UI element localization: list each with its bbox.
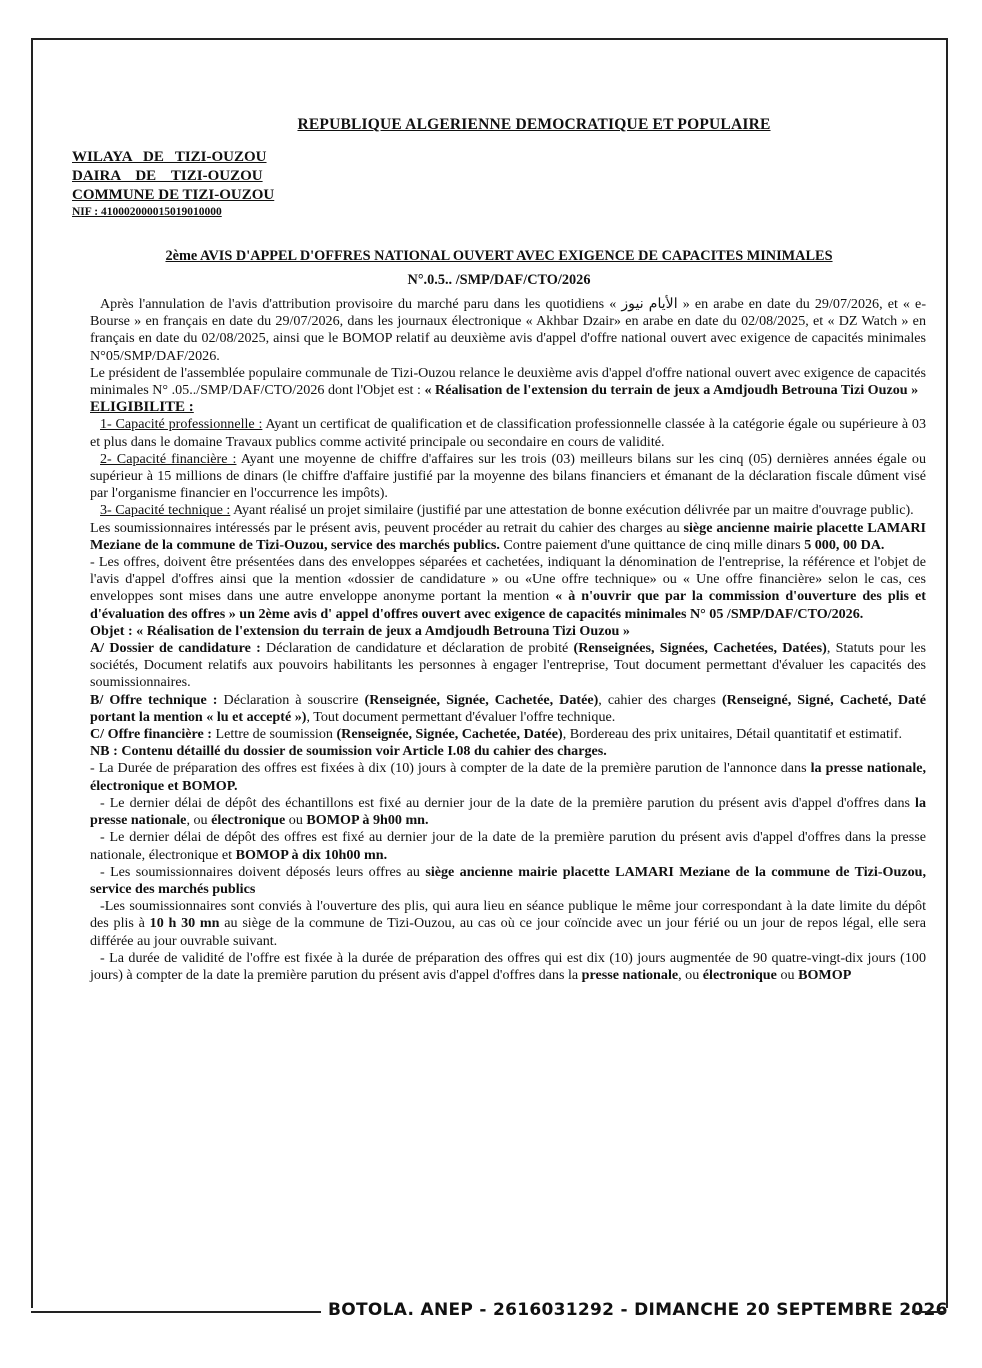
b-label: B/ Offre technique : (90, 691, 218, 708)
footer-rule-right (912, 1311, 946, 1313)
cap1-text: Ayant un certificat de qualification et de classification professionnelle classée à la catégorie égale ou supérieure à 03 et plus dans le domaine Travaux publics comme activité principale ou secondaire en cours de validité. (90, 416, 926, 450)
footer-rule-left (31, 1311, 321, 1313)
d6-c: , ou (678, 966, 700, 983)
paragraph-ouverture-plis (90, 898, 926, 950)
paragraph-validite (90, 950, 926, 984)
d5-a: -Les soumissionnaires sont conviés à l'ouverture des plis, qui aura lieu en séance publique le même jour correspondant à la date limite du dépôt des plis à (90, 898, 926, 932)
d2-b: la presse nationale (90, 794, 926, 829)
a-text-3: , Statuts pour les sociétés, Document relatifs aux pouvoirs habilitants les personnes à engager l'entreprise, Tout document permettant d'évaluer les capacités des soumissionnaires. (90, 640, 926, 691)
b-text-5: , Tout document permettant d'évaluer l'offre technique. (306, 708, 616, 725)
d1-a: - La Durée de préparation des offres est fixées à dix (10) jours à compter de la date de la première parution de l'annonce dans (90, 760, 807, 777)
relance-objet: « Réalisation de l'extension du terrain de jeux a Amdjoudh Betrouna Tizi Ouzou » (424, 382, 919, 399)
enveloppes-b: « à n'ouvrir que par la commission d'ouverture des plis et d'évaluation des offres » un 2ème avis d' appel d'offres ouvert avec exigence de capacités minimales N° 05 /SMP/DAF/CTO/2026. (90, 588, 926, 622)
objet-text: Objet : « Réalisation de l'extension du terrain de jeux a Amdjoudh Betrouna Tizi Ouzou » (90, 622, 630, 639)
cap3-text: Ayant réalisé un projet similaire (justifié par une attestation de bonne exécution délivrée par un maitre d'ouvrage public). (233, 502, 914, 519)
d1-b: la presse nationale, électronique et BOMOP. (90, 760, 927, 794)
republic-heading-wrap (90, 116, 926, 133)
republic-heading: REPUBLIQUE ALGERIENNE DEMOCRATIQUE ET POPULAIRE (297, 116, 771, 133)
retrait-b: siège ancienne mairie placette LAMARI Meziane de la commune de Tizi-Ouzou, service des marchés publics. (90, 519, 926, 553)
d6-b: presse nationale (581, 966, 679, 983)
commune-line: COMMUNE DE TIZI-OUZOU (72, 187, 275, 203)
paragraph-duree-preparation (90, 760, 926, 794)
d4-a: - Les soumissionnaires doivent déposés leurs offres au (100, 863, 420, 880)
nb-text: NB : Contenu détaillé du dossier de soumission voir Article I.08 du cahier des charges. (90, 743, 607, 760)
d2-d: électronique (211, 812, 286, 829)
retrait-c: Contre paiement d'une quittance de cinq mille dinars (503, 536, 801, 553)
publication-footer (0, 1300, 982, 1324)
paragraph-enveloppes (90, 554, 926, 623)
d2-c: , ou (186, 812, 208, 829)
c-label: C/ Offre financière : (90, 726, 212, 743)
paragraph-objet (90, 623, 926, 640)
d5-b: 10 h 30 mn (149, 915, 220, 932)
d4-b: siège ancienne mairie placette LAMARI Meziane de la commune de Tizi-Ouzou, service des marchés publics (90, 863, 926, 897)
paragraph-retrait (90, 520, 926, 554)
capacite-technique (90, 502, 926, 519)
a-text-2: (Renseignées, Signées, Cachetées, Datées) (573, 640, 827, 657)
notice-number: N°.0.5.. /SMP/DAF/CTO/2026 (407, 272, 591, 288)
paragraph-nb (90, 743, 926, 760)
d6-e: ou (780, 966, 795, 983)
paragraph-dossier-candidature (90, 640, 926, 692)
capacite-professionnelle (90, 416, 926, 450)
footer-text: BOTOLA. ANEP - 2616031292 - DIMANCHE 20 SEPTEMBRE 2026 (328, 1300, 948, 1320)
wilaya-line: WILAYA DE TIZI-OUZOU (72, 149, 267, 165)
b-text-1: Déclaration à souscrire (223, 691, 359, 708)
retrait-d: 5 000, 00 DA. (804, 536, 885, 553)
b-text-2: (Renseignée, Signée, Cachetée, Datée) (364, 691, 599, 708)
eligibilite-heading: ELIGIBILITE : (90, 399, 194, 416)
notice-body (90, 296, 926, 984)
paragraph-offre-financiere (90, 726, 926, 743)
paragraph-echantillons (90, 795, 926, 829)
d6-f: BOMOP (798, 966, 852, 983)
b-text-4: (Renseigné, Signé, Cacheté, Daté portant la mention « lu et accepté ») (90, 691, 927, 725)
paragraph-relance (90, 365, 926, 399)
notice-title: 2ème AVIS D'APPEL D'OFFRES NATIONAL OUVERT AVEC EXIGENCE DE CAPACITES MINIMALES (165, 248, 833, 264)
d5-c: au siège de la commune de Tizi-Ouzou, au cas où ce jour coïncide avec un jour férié ou un jour de repos légal, elle sera différée au jour ouvrable suivant. (90, 915, 926, 949)
paragraph-annulation: Après l'annulation de l'avis d'attribution provisoire du marché paru dans les quotidiens « الأيام نيوز » en arabe en date du 29/07/2026, et « e-Bourse » en français en date du 29/07/2026, dans les journaux électronique « Akhbar Dzair» en arabe en date du 02/08/2025, et « DZ Watch » en français en date du 02/08/2025, ainsi que le BOMOP relatif au deuxième avis d'appel d'offre national ouvert avec exigence de capacités minimales N°05/SMP/DAF/2026. (90, 296, 927, 364)
a-text-1: Déclaration de candidature et déclaration de probité (266, 640, 569, 657)
capacite-financiere (90, 451, 926, 503)
c-text-3: , Bordereau des prix unitaires, Détail quantitatif et estimatif. (562, 726, 903, 743)
cap2-label: 2- Capacité financière : (100, 450, 237, 467)
admin-header (72, 148, 274, 220)
retrait-a: Les soumissionnaires intéressés par le présent avis, peuvent procéder au retrait du cahier des charges au (90, 519, 680, 536)
d2-a: - Le dernier délai de dépôt des échantillons est fixé au dernier jour de la date de la première parution du présent avis d'appel d'offres dans (100, 794, 911, 811)
b-text-3: , cahier des charges (598, 691, 716, 708)
d6-a: - La durée de validité de l'offre est fixée à la durée de préparation des offres qui est dix (10) jours augmentée de 90 quatre-vingt-dix jours (100 jours) à compter de la date la première parution du présent avis d'appel d'offres dans la (90, 949, 926, 983)
enveloppes-a: - Les offres, doivent être présentées dans des enveloppes séparées et cachetées, indiquant la dénomination de l'entreprise, la référence et l'objet de l'avis d'appel d'offres ainsi que la mention «dossier de candidature » ou «Une offre technique» ou « Une offre financière» selon le cas, ces enveloppes sont mises dans une autre enveloppe anonyme portant la mention (90, 554, 926, 605)
paragraph-lieu-depot (90, 864, 926, 898)
cap3-label: 3- Capacité technique : (100, 502, 231, 519)
cap2-text: Ayant une moyenne de chiffre d'affaires sur les trois (03) meilleurs bilans sur les cinq (05) dernières années égale ou supérieur à 15 millions de dinars (le chiffre d'affaire justifié par la moyenne des bilans financiers et émanant de la déclaration fiscale dûment visé par l'organisme financier en l'occurrence les impôts). (90, 450, 926, 502)
d2-f: BOMOP à 9h00 mn. (306, 812, 429, 829)
d6-d: électronique (702, 966, 777, 983)
paragraph-depot-offres (90, 829, 926, 863)
a-label: A/ Dossier de candidature : (90, 640, 261, 657)
d2-e: ou (288, 812, 303, 829)
c-text-1: Lettre de soumission (215, 726, 333, 743)
d3-b: BOMOP à dix 10h00 mn. (235, 846, 388, 863)
d3-a: - Le dernier délai de dépôt des offres est fixé au dernier jour de la date de la première parution du présent avis d'appel d'offres dans la presse nationale, électronique et (90, 829, 926, 863)
relance-text: Le président de l'assemblée populaire communale de Tizi-Ouzou relance le deuxième avis d'appel d'offre national ouvert avec exigence de capacités minimales N° .05../SMP/DAF/CTO/2026 dont l'Objet est : (90, 364, 926, 399)
daira-line: DAIRA DE TIZI-OUZOU (72, 168, 263, 184)
cap1-label: 1- Capacité professionnelle : (100, 416, 263, 433)
paragraph-offre-technique (90, 692, 926, 726)
nif-line: NIF : 410002000015019010000 (72, 206, 222, 218)
c-text-2: (Renseignée, Signée, Cachetée, Datée) (336, 726, 563, 743)
